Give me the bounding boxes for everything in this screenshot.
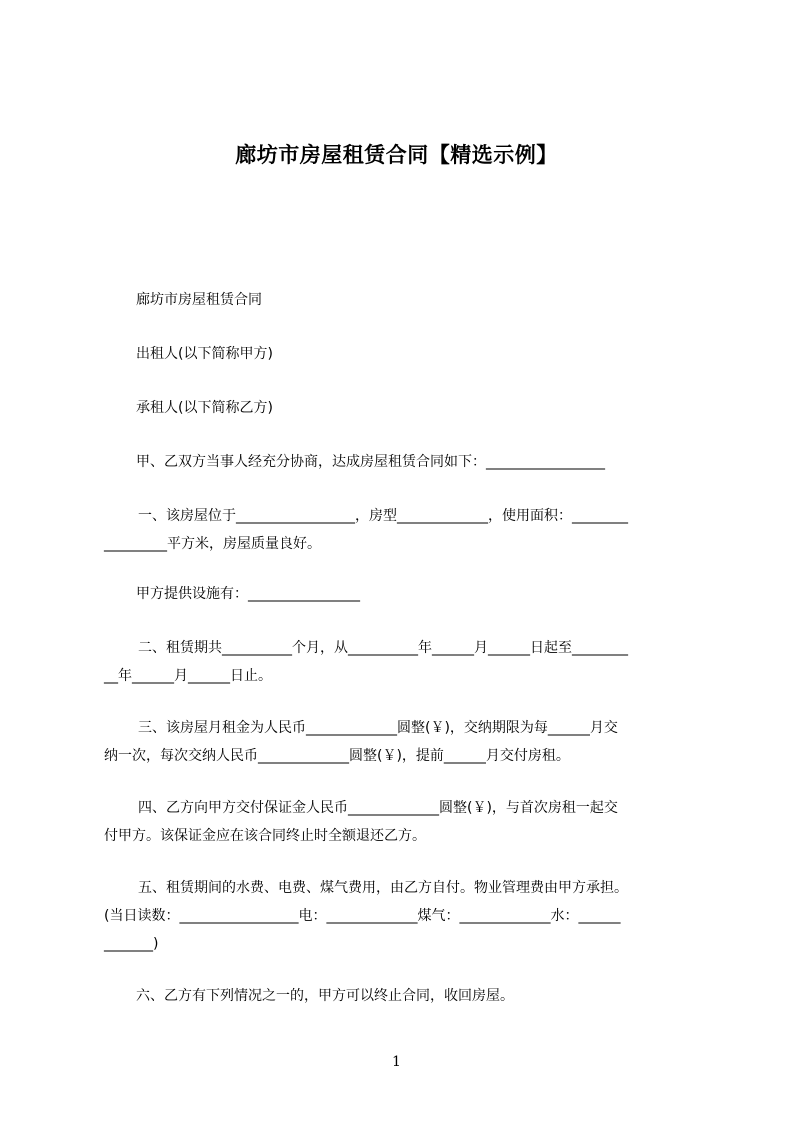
clause-3-line-1: 三、该房屋月租金为人民币_____________圆整(￥)，交纳期限为每______月交 xyxy=(138,720,618,736)
agreement-intro: 甲、乙双方当事人经充分协商，达成房屋租赁合同如下：_________________ xyxy=(136,454,605,470)
clause-5-line-3: _______) xyxy=(104,936,159,952)
clause-4-line-1: 四、乙方向甲方交付保证金人民币_____________圆整(￥)，与首次房租一起交 xyxy=(138,800,618,816)
clause-2-line-2: __年______月______日止。 xyxy=(104,668,272,684)
document-title: 廊坊市房屋租赁合同【精选示例】 xyxy=(235,143,558,167)
clause-2-line-1: 二、租赁期共__________个月，从__________年______月______日起至________ xyxy=(138,640,628,656)
lessor-line: 出租人(以下简称甲方) xyxy=(136,346,273,362)
page-number: 1 xyxy=(392,1054,401,1070)
contract-heading: 廊坊市房屋租赁合同 xyxy=(136,292,262,308)
clause-5-line-2: (当日读数：_________________电：_____________煤气：_____________水：______ xyxy=(104,908,621,924)
facilities-line: 甲方提供设施有：________________ xyxy=(136,586,360,602)
lessee-line: 承租人(以下简称乙方) xyxy=(136,400,273,416)
clause-5-line-1: 五、租赁期间的水费、电费、煤气费用，由乙方自付。物业管理费由甲方承担。 xyxy=(138,880,628,896)
clause-4-line-2: 付甲方。该保证金应在该合同终止时全额退还乙方。 xyxy=(104,828,426,844)
clause-1-line-2: _________平方米，房屋质量良好。 xyxy=(104,536,321,552)
clause-3-line-2: 纳一次，每次交纳人民币_____________圆整(￥)，提前______月交付房租。 xyxy=(104,748,570,764)
clause-6-line-1: 六、乙方有下列情况之一的，甲方可以终止合同，收回房屋。 xyxy=(136,988,514,1004)
clause-1-line-1: 一、该房屋位于_________________，房型_____________，使用面积：________ xyxy=(138,508,628,524)
